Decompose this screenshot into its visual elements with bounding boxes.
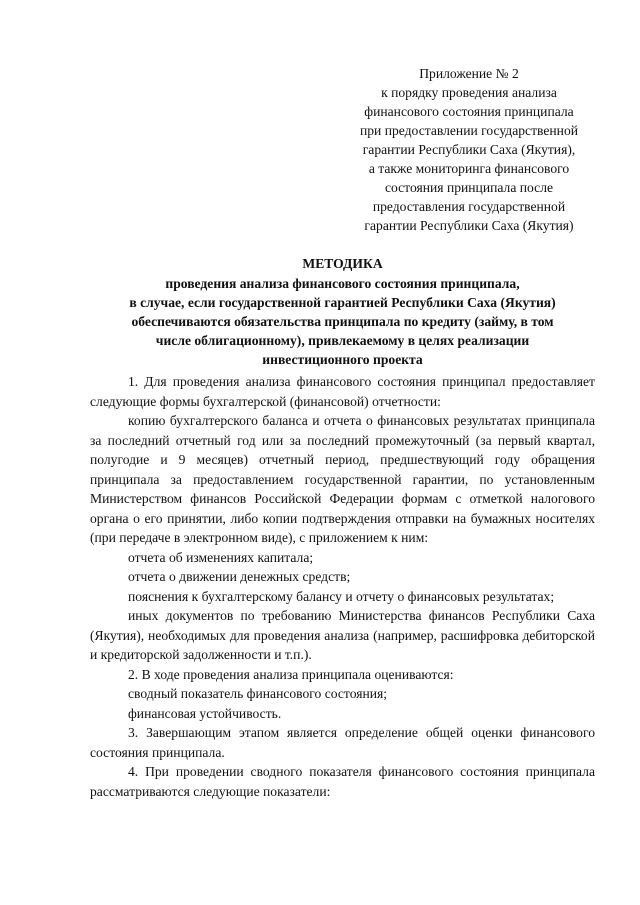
paragraph: отчета об изменениях капитала; <box>128 549 314 565</box>
appendix-line: гарантии Республики Саха (Якутия) <box>364 218 574 233</box>
appendix-line: предоставления государственной <box>372 199 566 214</box>
title-line: инвестиционного проекта <box>262 352 423 367</box>
paragraph: копию бухгалтерского баланса и отчета о финансовых результатах принципала за последний отчетный год или за последний промежуточный (за первый квартал, полугодие и 9 месяцев) отчетный период, предшествующий году обращения принципала за предоставлением государственной гарантии, по установленным Министерством финансов Российской Федерации формам с отметкой налогового органа о его принятии, либо копии подтверждения отправки на бумажных носителях (при передаче в электронном виде), с приложением к ним: <box>90 413 595 545</box>
paragraph: иных документов по требованию Министерства финансов Республики Саха (Якутия), необходимых для проведения анализа (например, расшифровка дебиторской и кредиторской задолженности и т.п.). <box>90 608 595 662</box>
paragraph: финансовая устойчивость. <box>128 705 282 721</box>
appendix-line: гарантии Республики Саха (Якутия), <box>362 142 576 157</box>
appendix-line: Приложение № 2 <box>419 66 519 81</box>
paragraph: 1. Для проведения анализа финансового состояния принципал предоставляет следующие формы бухгалтерской (финансовой) отчетности: <box>90 374 595 409</box>
paragraph: отчета о движении денежных средств; <box>128 569 351 584</box>
title-line: обеспечиваются обязательства принципала по кредиту (займу, в том <box>131 314 554 329</box>
title-line: проведения анализа финансового состояния принципала, <box>165 276 520 291</box>
paragraph: 3. Завершающим этапом является определение общей оценки финансового состояния принципала. <box>90 725 595 760</box>
paragraph: 2. В ходе проведения анализа принципала оцениваются: <box>128 666 454 682</box>
appendix-line: состояния принципала после <box>384 180 554 195</box>
paragraph: сводный показатель финансового состояния; <box>128 686 388 701</box>
appendix-line: при предоставлении государственной <box>359 123 579 138</box>
appendix-line: а также мониторинга финансового <box>368 161 570 176</box>
paragraph: пояснения к бухгалтерскому балансу и отчету о финансовых результатах; <box>128 588 555 604</box>
title-line: числе облигационному), привлекаемому в целях реализации <box>155 333 530 348</box>
appendix-reference <box>338 64 600 235</box>
appendix-line: к порядку проведения анализа <box>381 85 557 100</box>
title-line: в случае, если государственной гарантией Республики Саха (Якутия) <box>129 295 556 310</box>
title-heading: МЕТОДИКА <box>302 256 383 271</box>
appendix-line: финансового состояния принципала <box>364 104 574 119</box>
paragraph: 4. При проведении сводного показателя финансового состояния принципала рассматриваются следующие показатели: <box>90 764 595 799</box>
document-title <box>80 254 605 369</box>
document-body <box>90 372 595 801</box>
